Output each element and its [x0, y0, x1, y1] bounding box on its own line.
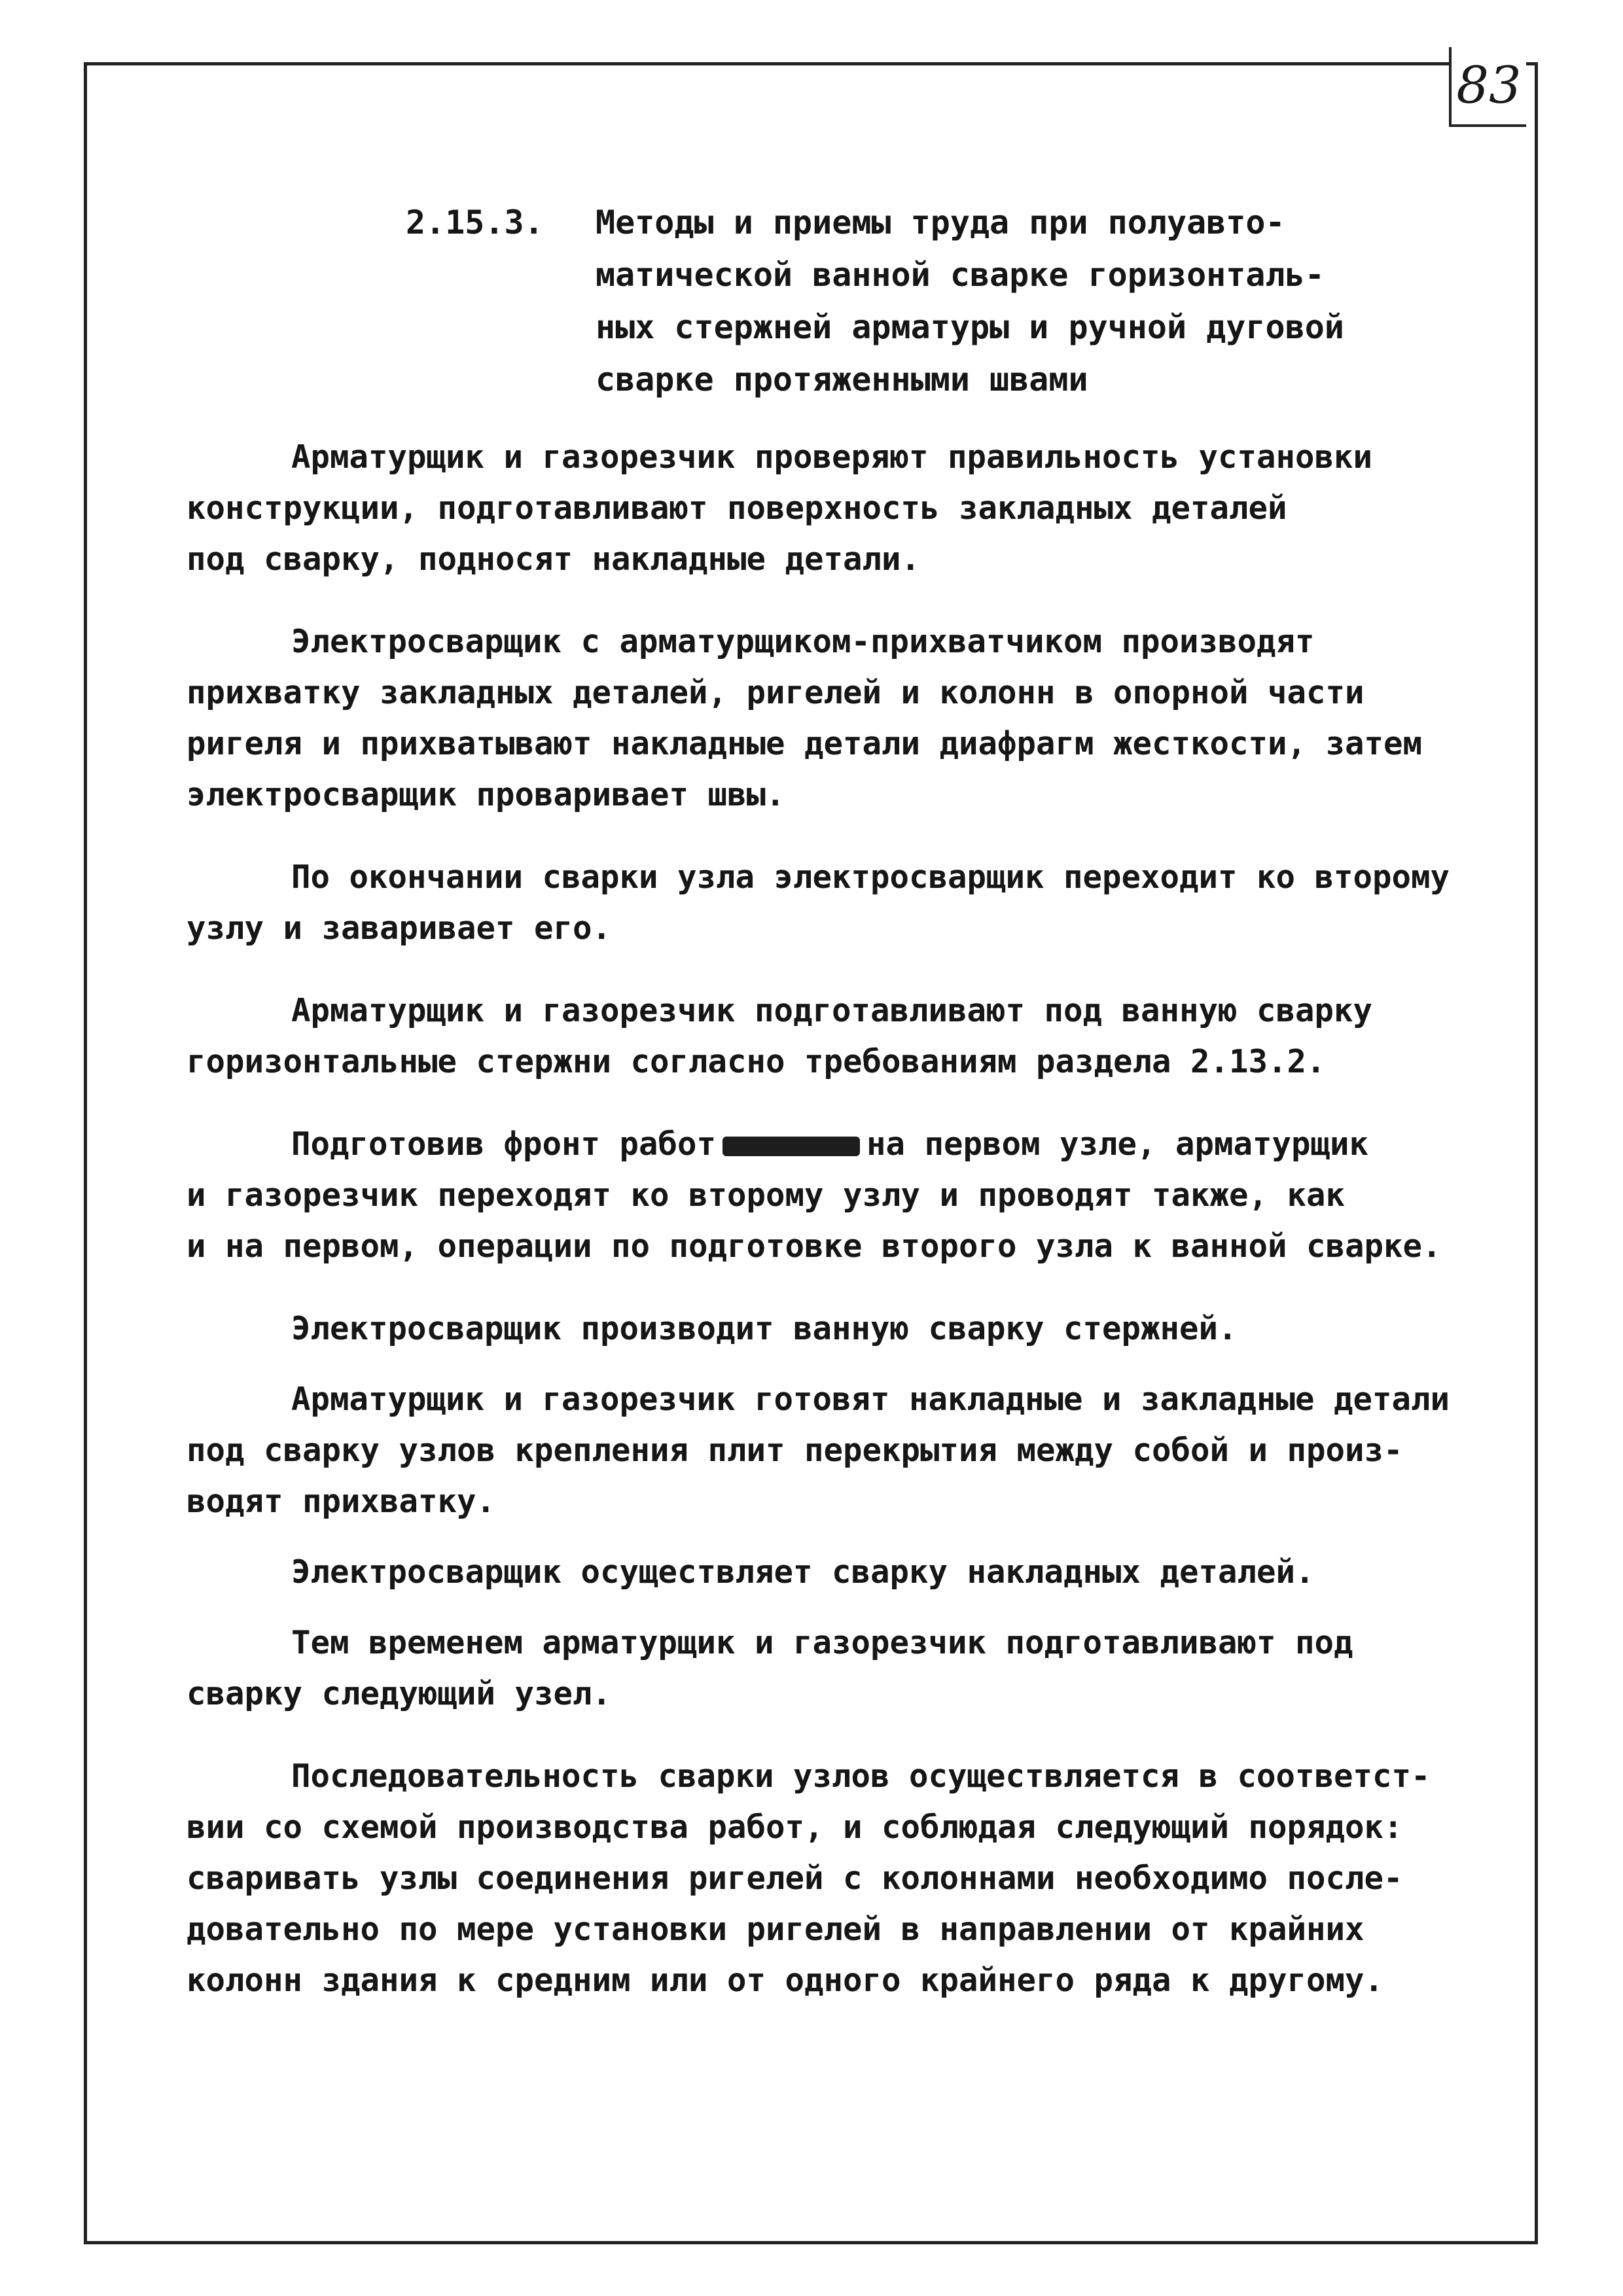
section-title-line: матической ванной сварке горизонталь-: [596, 256, 1325, 294]
document-body: [187, 432, 1535, 2038]
text-line: Арматурщик и газорезчик готовят накладные и закладные детали: [291, 1381, 1450, 1418]
text-line: ригеля и прихватывают накладные детали диафрагм жесткости, затем: [187, 725, 1423, 762]
paragraph-4: [187, 985, 1535, 1087]
text-fragment: на первом узле, арматурщик: [866, 1125, 1369, 1163]
text-line: Арматурщик и газорезчик подготавливают под ванную сварку: [291, 992, 1373, 1029]
text-line: сваривать узлы соединения ригелей с колоннами необходимо после-: [187, 1860, 1403, 1897]
struck-out-word: [722, 1137, 860, 1156]
section-number: 2.15.3.: [406, 203, 544, 241]
paragraph-8: [187, 1547, 1535, 1598]
text-line: конструкции, подготавливают поверхность закладных деталей: [187, 489, 1287, 527]
text-line: водят прихватку.: [187, 1483, 496, 1520]
text-line: и газорезчик переходят ко второму узлу и проводят также, как: [187, 1176, 1346, 1214]
text-line: и на первом, операции по подготовке второго узла к ванной сварке.: [187, 1227, 1442, 1265]
text-line: горизонтальные стержни согласно требованиям раздела 2.13.2.: [187, 1043, 1326, 1080]
text-line: электросварщик проваривает швы.: [187, 776, 785, 813]
text-line: колонн здания к средним или от одного крайнего ряда к другому.: [187, 1962, 1384, 1999]
text-line: сварку следующий узел.: [187, 1675, 612, 1712]
text-fragment: Подготовив фронт работ: [291, 1125, 717, 1163]
paragraph-7: [187, 1374, 1535, 1527]
text-line: Электросварщик осуществляет сварку накладных деталей.: [291, 1553, 1315, 1591]
section-title-line: сварке протяженными швами: [596, 361, 1088, 398]
text-line: узлу и заваривает его.: [187, 910, 612, 947]
text-line: Арматурщик и газорезчик проверяют правильность установки: [291, 438, 1373, 476]
page-number: 83: [1449, 47, 1526, 127]
text-line: Последовательность сварки узлов осуществляется в соответст-: [291, 1757, 1431, 1795]
paragraph-10: [187, 1751, 1535, 2006]
section-title: [596, 196, 1446, 406]
text-line: Электросварщик с арматурщиком-прихватчиком производят: [291, 623, 1315, 660]
text-line: Электросварщик производит ванную сварку стержней.: [291, 1310, 1238, 1347]
text-line: Тем временем арматурщик и газорезчик подготавливают под: [291, 1624, 1353, 1661]
text-line: [187, 1119, 1535, 1170]
text-line: под сварку, подносят накладные детали.: [187, 540, 921, 578]
paragraph-3: [187, 852, 1535, 954]
paragraph-1: [187, 432, 1535, 585]
paragraph-6: [187, 1303, 1535, 1354]
text-line: вии со схемой производства работ, и соблюдая следующий порядок:: [187, 1809, 1403, 1846]
text-line: По окончании сварки узла электросварщик переходит ко второму: [291, 858, 1450, 896]
paragraph-5: [187, 1119, 1535, 1272]
text-line: довательно по мере установки ригелей в направлении от крайних: [187, 1911, 1364, 1948]
text-line: прихватку закладных деталей, ригелей и колонн в опорной части: [187, 674, 1364, 711]
paragraph-9: [187, 1617, 1535, 1720]
section-title-line: Методы и приемы труда при полуавто-: [596, 203, 1285, 241]
text-line: под сварку узлов крепления плит перекрытия между собой и произ-: [187, 1432, 1403, 1469]
paragraph-2: [187, 616, 1535, 821]
section-title-line: ных стержней арматуры и ручной дуговой: [596, 308, 1344, 346]
